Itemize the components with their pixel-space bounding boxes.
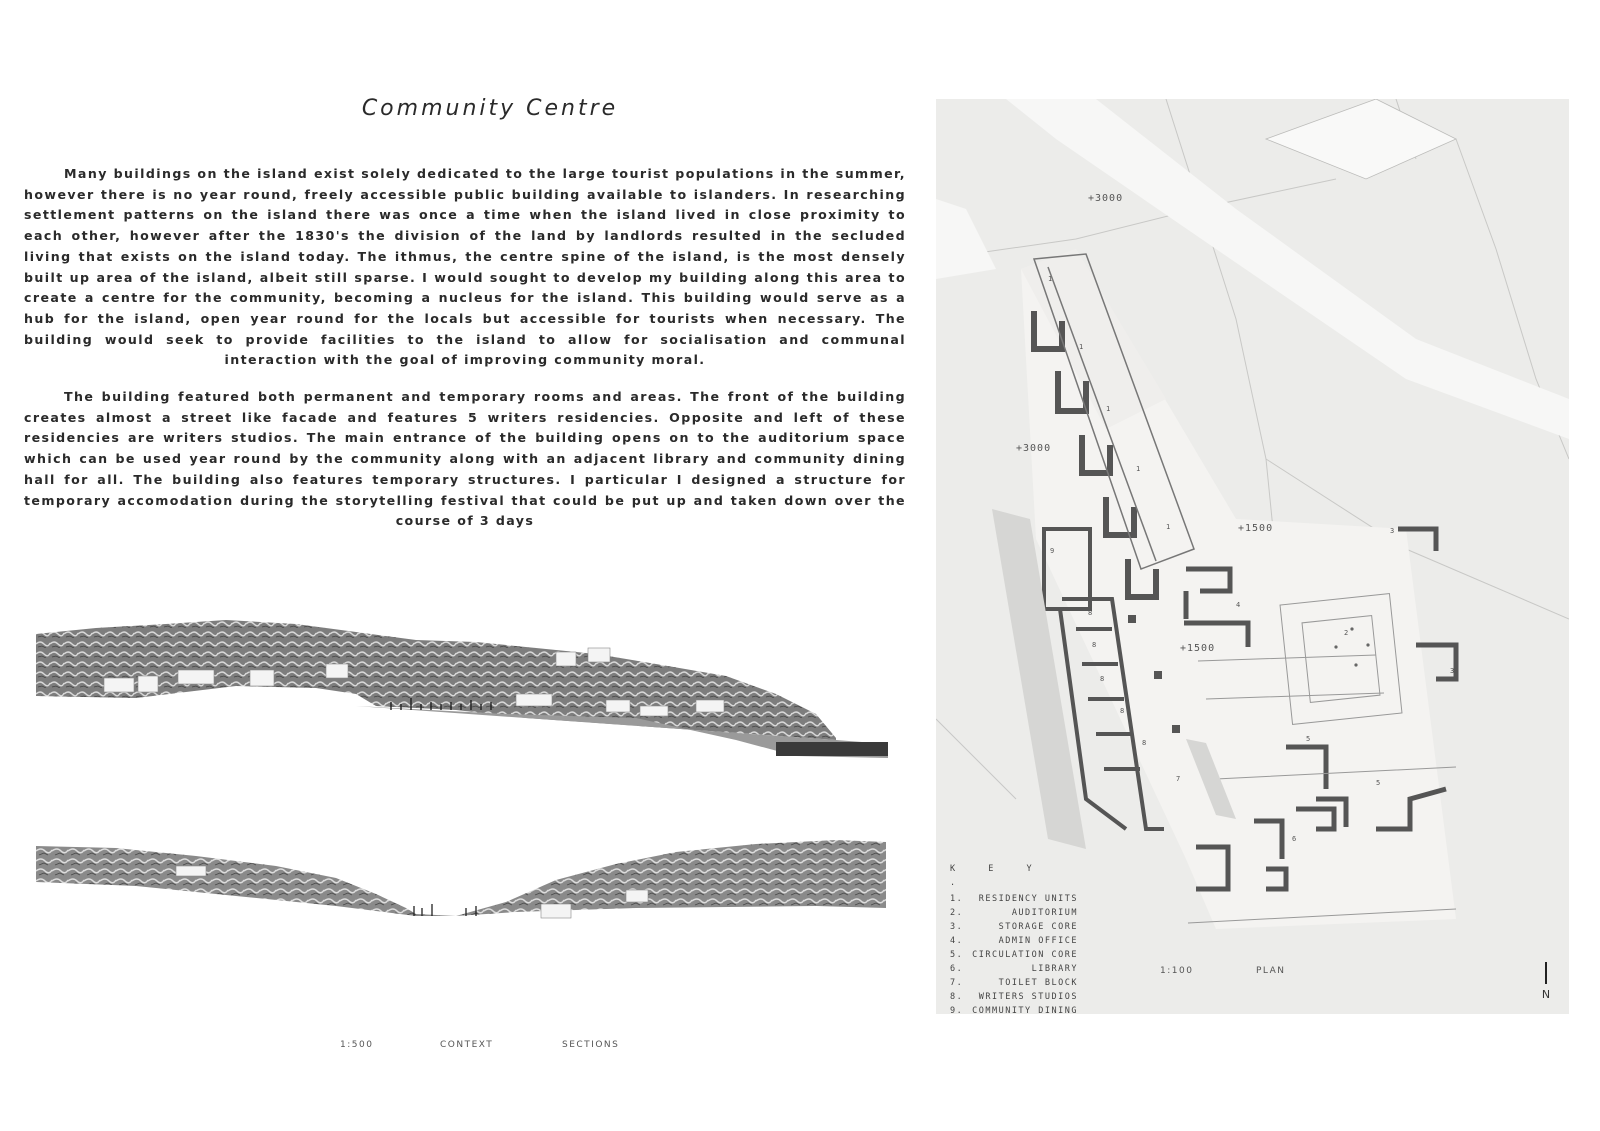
room-number: 8 bbox=[1142, 739, 1148, 747]
room-number: 2 bbox=[1344, 629, 1350, 637]
context-section-upper bbox=[36, 618, 908, 778]
key-item: 1. RESIDENCY UNITS bbox=[950, 894, 1078, 904]
room-number: 7 bbox=[1176, 775, 1182, 783]
key-title: K E Y . bbox=[950, 864, 1046, 888]
room-number: 3 bbox=[1450, 667, 1456, 675]
north-arrow-icon bbox=[1545, 962, 1547, 984]
key-item: 5. CIRCULATION CORE bbox=[950, 950, 1078, 960]
plan-label: PLAN bbox=[1256, 966, 1286, 976]
room-number: 5 bbox=[1376, 779, 1382, 787]
key-item: 2. AUDITORIUM bbox=[950, 908, 1078, 918]
room-number: 9 bbox=[1050, 547, 1056, 555]
room-number: 8 bbox=[1100, 675, 1106, 683]
room-number: 1 bbox=[1079, 343, 1085, 351]
level-label-1: +3000 bbox=[1088, 193, 1124, 204]
room-number: 1 bbox=[1048, 275, 1054, 283]
key-item: 3. STORAGE CORE bbox=[950, 922, 1078, 932]
level-label-4: +1500 bbox=[1180, 643, 1216, 654]
sections-label-context: CONTEXT bbox=[440, 1040, 494, 1050]
room-number: 4 bbox=[1236, 601, 1242, 609]
level-label-3: +1500 bbox=[1238, 523, 1274, 534]
key-item: 8. WRITERS STUDIOS bbox=[950, 992, 1078, 1002]
room-number: 8 bbox=[1120, 707, 1126, 715]
north-label: N bbox=[1541, 988, 1551, 1001]
room-number: 8 bbox=[1088, 609, 1094, 617]
paragraph-1: Many buildings on the island exist solely dedicated to the large tourist populations in the summer, however there is no year round, freely accessible public building available to islanders. In researching settlement patterns on the island there was once a time when the island lived in close proximity to each other, however after the 1830's the division of the land by landlords resulted in the secluded living that exists on the island today. The ithmus, the centre spine of the island, is the most densely built up area of the island, albeit still sparse. I would sought to develop my building along this area to create a centre for the community, becoming a nucleus for the island. This building would serve as a hub for the island, open year round for the locals but accessible for tourists when necessary. The building would seek to provide facilities to the island to allow for socialisation and communal interaction with the goal of improving community moral. bbox=[24, 166, 906, 368]
sections-label-sections: SECTIONS bbox=[562, 1040, 620, 1050]
key-item: 4. ADMIN OFFICE bbox=[950, 936, 1078, 946]
key-item: 7. TOILET BLOCK bbox=[950, 978, 1078, 988]
sections-scale: 1:500 bbox=[340, 1040, 374, 1050]
room-number: 1 bbox=[1106, 405, 1112, 413]
room-number: 3 bbox=[1390, 527, 1396, 535]
north-arrow bbox=[1539, 962, 1553, 1001]
room-number: 8 bbox=[1092, 641, 1098, 649]
paragraph-2: The building featured both permanent and temporary rooms and areas. The front of the building creates almost a street like facade and features 5 writers residencies. Opposite and left of these residencies are writers studios. The main entrance of the building opens on to the auditorium space which can be used year round by the community along with an adjacent library and community dining hall for all. The building also features temporary structures. I particular I designed a structure for temporary accomodation during the storytelling festival that could be put up and taken down over the course of 3 days bbox=[24, 389, 906, 529]
level-label-2: +3000 bbox=[1016, 443, 1052, 454]
room-number: 1 bbox=[1166, 523, 1172, 531]
upper-section-drawing bbox=[36, 618, 908, 778]
description-text bbox=[24, 164, 906, 548]
key-item: 6. LIBRARY bbox=[950, 964, 1078, 974]
room-number: 5 bbox=[1306, 735, 1312, 743]
page-title: Community Centre bbox=[361, 96, 619, 121]
room-number: 1 bbox=[1136, 465, 1142, 473]
context-section-lower bbox=[36, 836, 908, 936]
key-item: 9. COMMUNITY DINING bbox=[950, 1006, 1078, 1016]
plan-key bbox=[950, 862, 1078, 1018]
room-number: 6 bbox=[1292, 835, 1298, 843]
lower-section-drawing bbox=[36, 836, 908, 936]
plan-scale: 1:100 bbox=[1160, 966, 1194, 976]
